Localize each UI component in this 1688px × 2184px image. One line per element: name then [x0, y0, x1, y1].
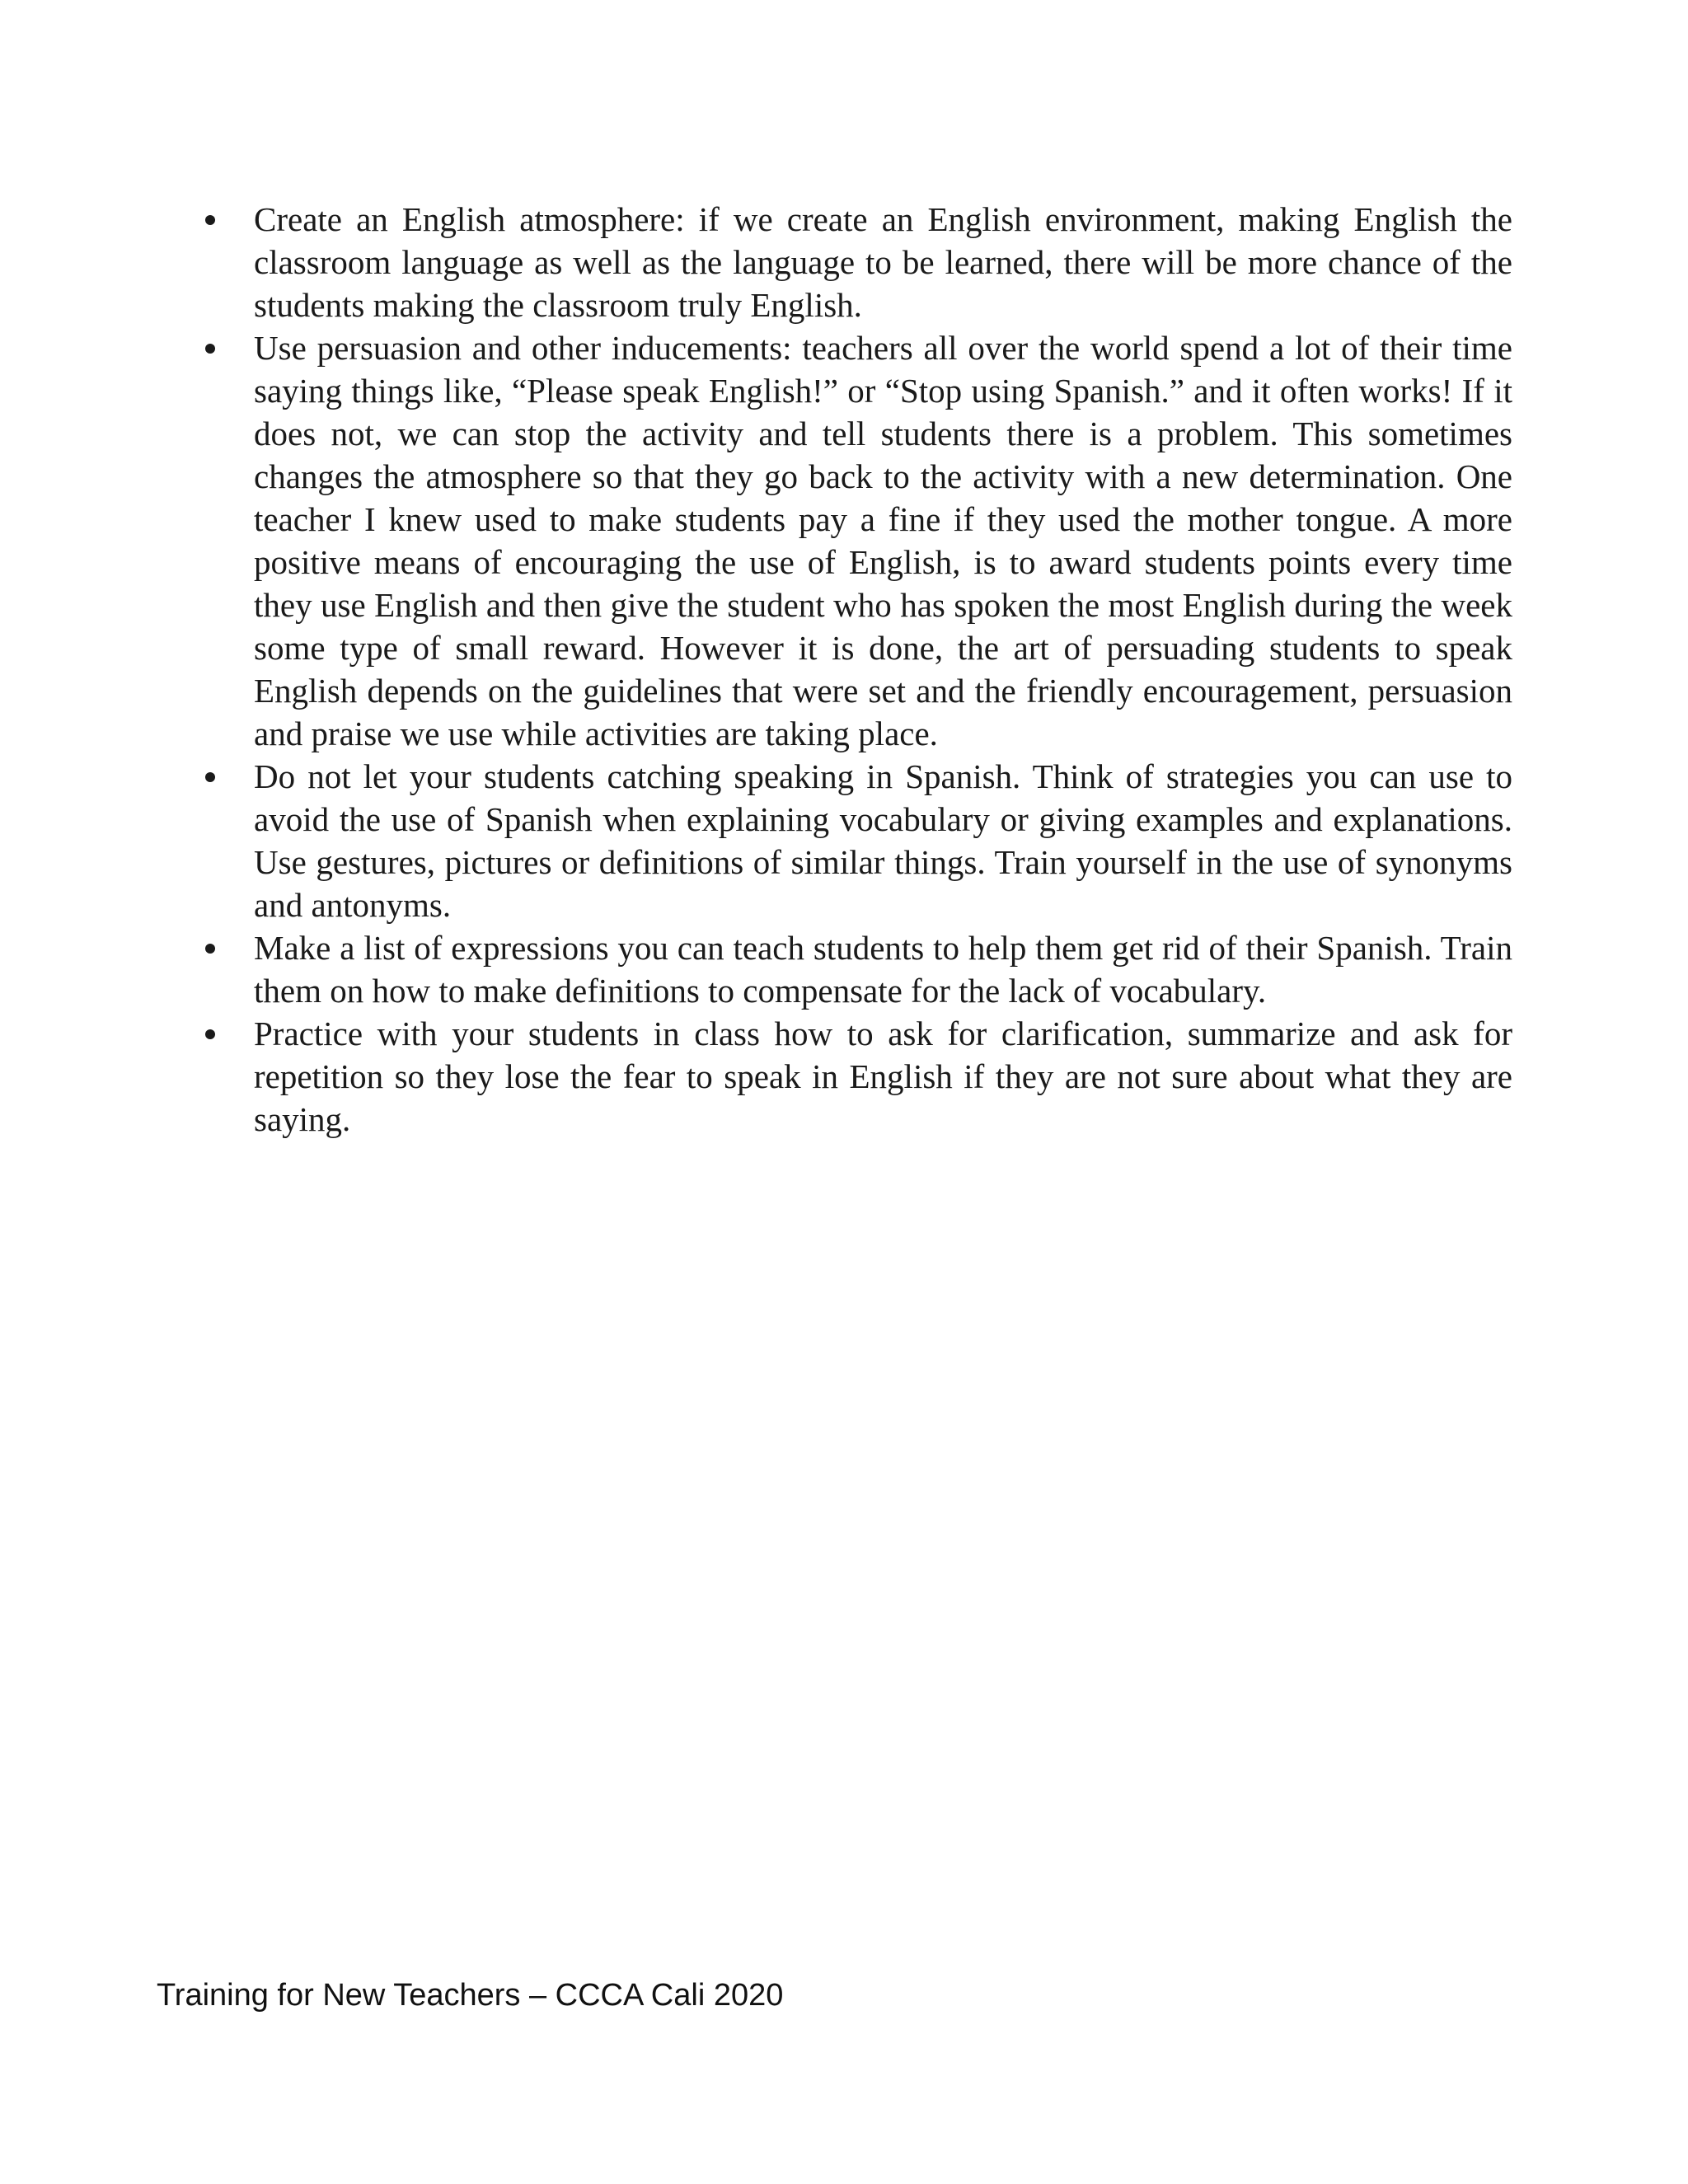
bullet-text: Practice with your students in class how to ask for clarification, summarize and ask for repetition so they lose the fear to speak in English if they are not sure about what they are saying. [254, 1015, 1512, 1138]
bullet-icon [205, 772, 215, 782]
page-footer: Training for New Teachers – CCCA Cali 2020 [157, 1978, 784, 2013]
list-item [194, 326, 1512, 755]
list-item [194, 926, 1512, 1012]
bullet-text: Create an English atmosphere: if we create an English environment, making English the classroom language as well as the language to be learned, there will be more chance of the students making the classroom truly English. [254, 200, 1512, 324]
bullet-icon [205, 215, 215, 225]
bullet-text: Make a list of expressions you can teach students to help them get rid of their Spanish. Train them on how to make definitions to compensate for the lack of vocabulary. [254, 929, 1512, 1010]
bullet-icon [205, 1029, 215, 1039]
list-item [194, 1012, 1512, 1141]
bullet-text: Do not let your students catching speaking in Spanish. Think of strategies you can use to avoid the use of Spanish when explaining vocabulary or giving examples and explanations. Use gestures, pictures or definitions of similar things. Train yourself in the use of synonyms and antonyms. [254, 757, 1512, 924]
list-item [194, 198, 1512, 326]
list-item [194, 755, 1512, 926]
bullet-list [194, 198, 1512, 1141]
bullet-icon [205, 344, 215, 354]
bullet-text: Use persuasion and other inducements: teachers all over the world spend a lot of their time saying things like, “Please speak English!” or “Stop using Spanish.” and it often works! If it does not, we can stop the activity and tell students there is a problem. This sometimes changes the atmosphere so that they go back to the activity with a new determination. One teacher I knew used to make students pay a fine if they used the mother tongue. A more positive means of encouraging the use of English, is to award students points every time they use English and then give the student who has spoken the most English during the week some type of small reward. However it is done, the art of persuading students to speak English depends on the guidelines that were set and the friendly encouragement, persuasion and praise we use while activities are taking place. [254, 329, 1512, 752]
bullet-icon [205, 944, 215, 954]
